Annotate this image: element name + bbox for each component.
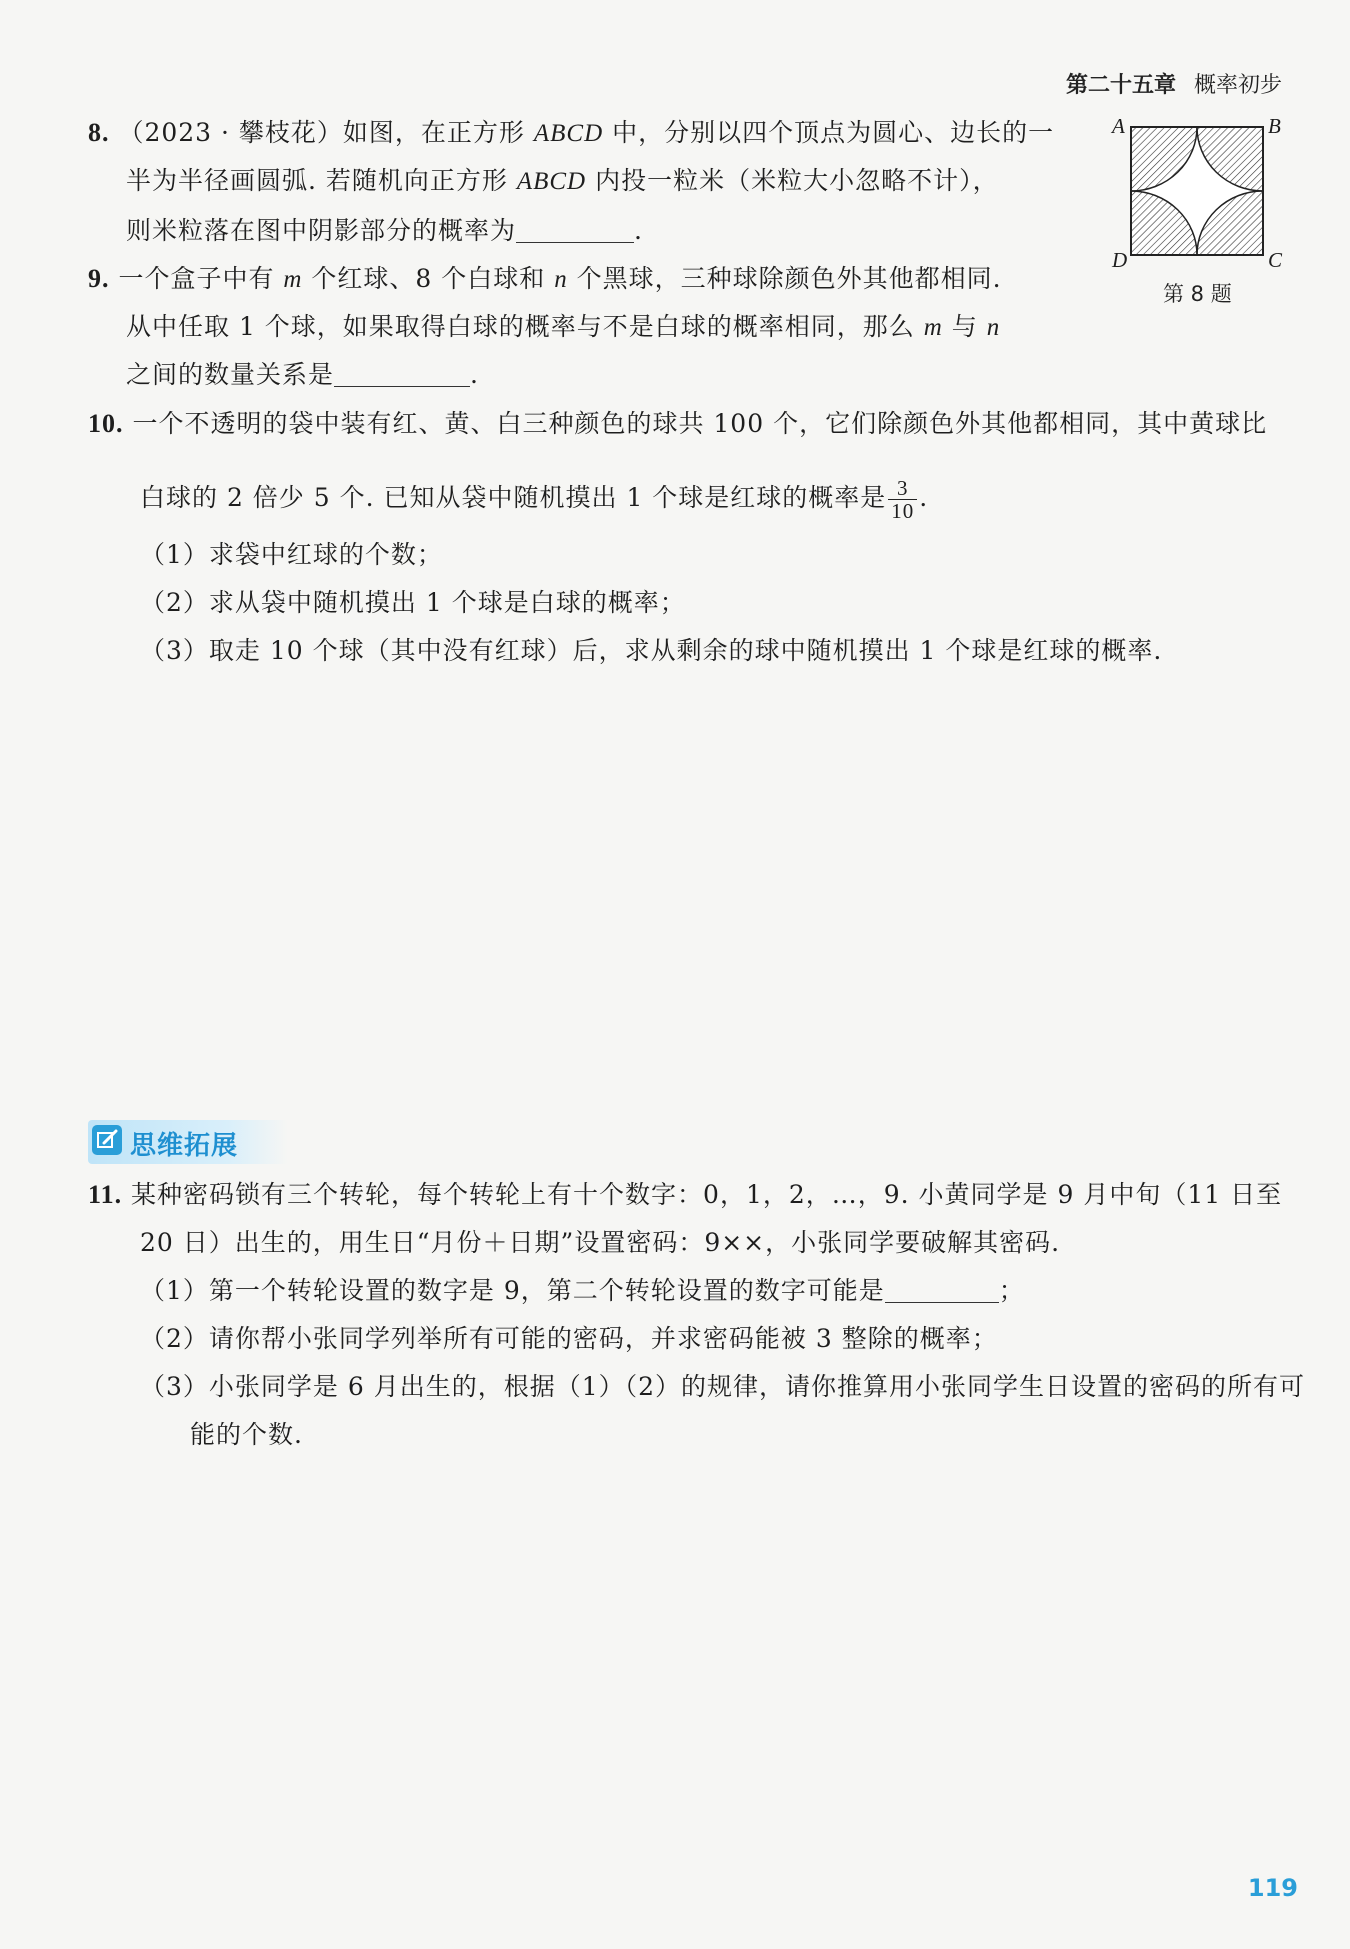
q10-number: 10. [88,409,124,438]
vertex-label-c: C [1268,248,1283,272]
fraction-numerator: 3 [888,477,917,500]
q11-sub-1-text: （1）第一个转轮设置的数字是 9，第二个转轮设置的数字可能是 [140,1276,885,1305]
vertex-label-b: B [1268,114,1281,138]
square-arcs-figure [1130,126,1264,256]
q10-text-1: 一个不透明的袋中装有红、黄、白三种颜色的球共 100 个，它们除颜色外其他都相同，其中黄球比 [132,409,1268,438]
q8-text-1: （2023 · 攀枝花）如图，在正方形 [118,118,534,147]
q8-text-3: 则米粒落在图中阴影部分的概率为 [126,216,517,245]
q9-var-m-2: m [923,314,943,341]
fraction-denominator: 10 [891,499,915,523]
q11-line-2: 20 日）出生的，用生日“月份＋日期”设置密码：9××，小张同学要破解其密码. [140,1228,1061,1257]
q9-answer-blank[interactable] [334,360,470,387]
vertex-label-a: A [1112,114,1125,138]
q11-sub-3a: （3）小张同学是 6 月出生的，根据（1）（2）的规律，请你推算用小张同学生日设置的密码的所有可 [140,1372,1306,1401]
q9-period: . [470,360,479,389]
fraction-three-tenths [888,477,917,522]
q8-var-abcd: ABCD [533,120,604,147]
q11-number: 11. [88,1180,123,1209]
q8-var-abcd-2: ABCD [516,168,587,195]
section-title: 思维拓展 [130,1131,239,1161]
pencil-check-icon [92,1125,122,1155]
q8-text-2: 半为半径画圆弧. 若随机向正方形 [126,166,517,195]
q10-sub-2: （2）求从袋中随机摸出 1 个球是白球的概率； [140,588,686,617]
q9-line-3 [126,358,479,392]
running-head [1066,68,1282,99]
q8-text-2b: 内投一粒米（米粒大小忽略不计）， [586,166,999,195]
page-number: 119 [1247,1874,1298,1902]
q8-text-1b: 中，分别以四个顶点为圆心、边长的一 [603,118,1055,147]
q10-line-1 [88,407,1267,441]
q9-text-1b: 个红球、8 个白球和 [302,264,555,293]
q8-line-2 [126,164,999,199]
q11-text-1: 某种密码锁有三个转轮，每个转轮上有十个数字：0，1，2，…，9. 小黄同学是 9 月中旬（11 日至 [131,1180,1283,1209]
q8-number: 8. [88,118,110,147]
chapter-title: 第二十五章 [1065,73,1176,98]
q11-sub-3b: 能的个数. [190,1420,303,1449]
q9-var-m: m [283,266,303,293]
q9-text-1c: 个黑球，三种球除颜色外其他都相同. [567,264,1002,293]
q9-text-3: 之间的数量关系是 [126,360,335,389]
section-banner [88,1120,288,1164]
q9-text-1a: 一个盒子中有 [118,264,284,293]
q8-line-1 [88,116,1054,151]
q11-line-1 [88,1178,1282,1212]
q10-period: . [919,483,929,512]
q10-sub-3: （3）取走 10 个球（其中没有红球）后，求从剩余的球中随机摸出 1 个球是红球的概率. [140,636,1163,665]
q8-answer-blank[interactable] [516,216,634,243]
figure-caption: 第 8 题 [1163,282,1232,306]
q10-line-2 [140,468,928,528]
q9-line-2 [126,310,1000,345]
q9-line-1 [88,262,1002,297]
q9-text-2a: 从中任取 1 个球，如果取得白球的概率与不是白球的概率相同，那么 [126,312,924,341]
q10-text-2: 白球的 2 倍少 5 个. 已知从袋中随机摸出 1 个球是红球的概率是 [140,483,887,512]
q11-answer-blank[interactable] [885,1276,999,1303]
q8-period: . [634,216,643,245]
q11-sub-2: （2）请你帮小张同学列举所有可能的密码，并求密码能被 3 整除的概率； [140,1324,998,1353]
q9-text-2b: 与 [942,312,987,341]
q9-var-n: n [554,266,568,293]
q10-sub-1: （1）求袋中红球的个数； [140,540,443,569]
q9-var-n-2: n [986,314,1001,341]
q9-number: 9. [88,264,110,293]
q8-line-3 [126,214,643,248]
section-name: 概率初步 [1193,73,1282,98]
q11-sub-1 [140,1274,1025,1308]
vertex-label-d: D [1112,248,1128,272]
q11-sub-1-end: ； [998,1276,1025,1305]
